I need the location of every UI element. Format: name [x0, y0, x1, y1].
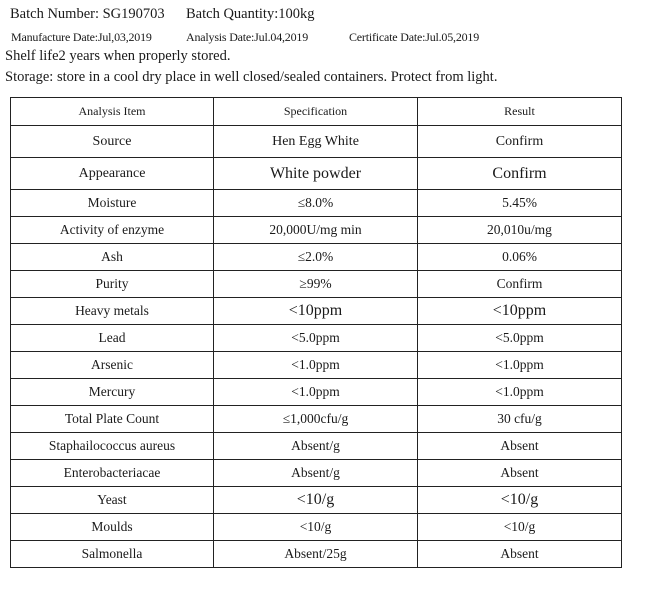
analysis-item: Mercury	[11, 379, 214, 406]
specification: Absent/25g	[214, 541, 418, 568]
result: 30 cfu/g	[418, 406, 622, 433]
result: <10/g	[418, 487, 622, 514]
table-row	[11, 433, 622, 460]
table-row	[11, 406, 622, 433]
specification: <1.0ppm	[214, 379, 418, 406]
analysis-item: Staphailococcus aureus	[11, 433, 214, 460]
analysis-item: Lead	[11, 325, 214, 352]
specification: 20,000U/mg min	[214, 217, 418, 244]
shelf-life-note: Shelf life2 years when properly stored.	[5, 48, 231, 64]
result: 20,010u/mg	[418, 217, 622, 244]
specification: White powder	[214, 158, 418, 190]
specification: <10/g	[214, 487, 418, 514]
specification: ≤2.0%	[214, 244, 418, 271]
analysis-item: Arsenic	[11, 352, 214, 379]
batch-number: Batch Number: SG190703	[10, 6, 165, 22]
table-row	[11, 352, 622, 379]
result: Absent	[418, 460, 622, 487]
batch-quantity: Batch Quantity:100kg	[186, 6, 315, 22]
analysis-item: Moulds	[11, 514, 214, 541]
storage-note: Storage: store in a cool dry place in well closed/sealed containers. Protect from light.	[5, 69, 498, 85]
table-row	[11, 271, 622, 298]
specification: <1.0ppm	[214, 352, 418, 379]
result: <10ppm	[418, 298, 622, 325]
result: 5.45%	[418, 190, 622, 217]
table-row	[11, 298, 622, 325]
result: <5.0ppm	[418, 325, 622, 352]
table-row	[11, 325, 622, 352]
table-row	[11, 190, 622, 217]
manufacture-date: Manufacture Date:Jul,03,2019	[11, 30, 152, 44]
specification: <5.0ppm	[214, 325, 418, 352]
analysis-item: Salmonella	[11, 541, 214, 568]
analysis-item: Appearance	[11, 158, 214, 190]
table-row	[11, 379, 622, 406]
analysis-item: Heavy metals	[11, 298, 214, 325]
result: Absent	[418, 433, 622, 460]
table-row	[11, 126, 622, 158]
column-header-result: Result	[418, 98, 622, 126]
table-row	[11, 487, 622, 514]
result: <1.0ppm	[418, 379, 622, 406]
result: <1.0ppm	[418, 352, 622, 379]
column-header-specification: Specification	[214, 98, 418, 126]
analysis-item: Purity	[11, 271, 214, 298]
specification: Absent/g	[214, 433, 418, 460]
table-row	[11, 460, 622, 487]
specification: ≤8.0%	[214, 190, 418, 217]
certificate-date: Certificate Date:Jul.05,2019	[349, 30, 480, 44]
analysis-date: Analysis Date:Jul.04,2019	[186, 30, 308, 44]
analysis-item: Source	[11, 126, 214, 158]
result: Confirm	[418, 271, 622, 298]
table-row	[11, 217, 622, 244]
analysis-item: Enterobacteriacae	[11, 460, 214, 487]
analysis-item: Activity of enzyme	[11, 217, 214, 244]
result: <10/g	[418, 514, 622, 541]
specification: ≤1,000cfu/g	[214, 406, 418, 433]
table-row	[11, 244, 622, 271]
analysis-item: Yeast	[11, 487, 214, 514]
table-row	[11, 541, 622, 568]
specification: <10ppm	[214, 298, 418, 325]
analysis-item: Moisture	[11, 190, 214, 217]
table-row	[11, 514, 622, 541]
column-header-analysis-item: Analysis Item	[11, 98, 214, 126]
analysis-table	[10, 97, 622, 568]
table-header-row	[11, 98, 622, 126]
specification: Hen Egg White	[214, 126, 418, 158]
result: Confirm	[418, 126, 622, 158]
result: 0.06%	[418, 244, 622, 271]
specification: ≥99%	[214, 271, 418, 298]
specification: Absent/g	[214, 460, 418, 487]
result: Absent	[418, 541, 622, 568]
table-row	[11, 158, 622, 190]
result: Confirm	[418, 158, 622, 190]
analysis-item: Total Plate Count	[11, 406, 214, 433]
analysis-item: Ash	[11, 244, 214, 271]
specification: <10/g	[214, 514, 418, 541]
